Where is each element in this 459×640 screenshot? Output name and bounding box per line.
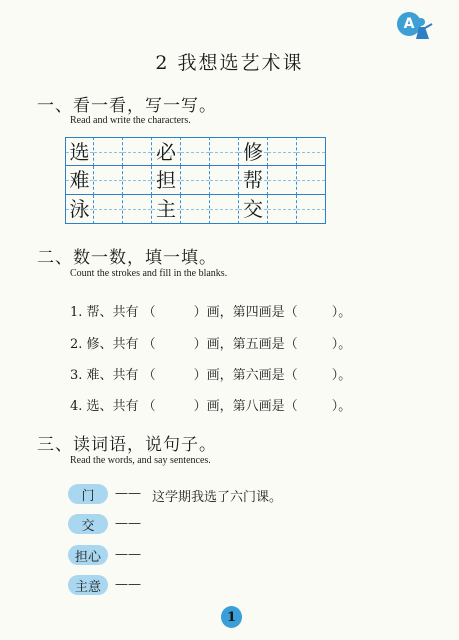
dash: —— bbox=[115, 486, 141, 501]
grid-cell[interactable] bbox=[210, 195, 239, 224]
section1-subtitle: Read and write the characters. bbox=[70, 115, 191, 126]
question-4: 4. 选、共有 （ ）画，第八画是（ ）。 bbox=[70, 399, 352, 414]
grid-cell[interactable]: 帮 bbox=[239, 166, 268, 195]
grid-cell[interactable] bbox=[181, 195, 210, 224]
word-pill-men: 门 bbox=[68, 484, 108, 504]
question-1: 1. 帮、共有 （ ）画，第四画是（ ）。 bbox=[70, 305, 352, 320]
dash: —— bbox=[115, 547, 141, 562]
grid-cell[interactable]: 泳 bbox=[65, 195, 94, 224]
grid-cell[interactable] bbox=[268, 195, 297, 224]
section2-title: 二、数一数，填一填。 bbox=[37, 248, 217, 268]
grid-cell[interactable] bbox=[210, 137, 239, 166]
question-3: 3. 难、共有 （ ）画，第六画是（ ）。 bbox=[70, 368, 352, 383]
dash: —— bbox=[115, 577, 141, 592]
question-2: 2. 修、共有 （ ）画，第五画是（ ）。 bbox=[70, 337, 352, 352]
dash: —— bbox=[115, 516, 141, 531]
grid-row bbox=[65, 166, 326, 195]
grid-cell[interactable] bbox=[297, 166, 326, 195]
grid-row bbox=[65, 195, 326, 224]
grid-cell[interactable] bbox=[94, 166, 123, 195]
level-badge: A bbox=[397, 12, 421, 36]
word-pill-jiao: 交 bbox=[68, 514, 108, 534]
lesson-title: 2 我想选艺术课 bbox=[155, 52, 304, 74]
grid-cell[interactable] bbox=[297, 195, 326, 224]
section2-subtitle: Count the strokes and fill in the blanks. bbox=[70, 268, 228, 279]
grid-cell[interactable] bbox=[94, 137, 123, 166]
grid-cell[interactable]: 担 bbox=[152, 166, 181, 195]
grid-cell[interactable]: 主 bbox=[152, 195, 181, 224]
section3-subtitle: Read the words, and say sentences. bbox=[70, 455, 211, 466]
student-figure-icon bbox=[412, 16, 434, 40]
grid-cell[interactable] bbox=[123, 137, 152, 166]
grid-cell[interactable] bbox=[210, 166, 239, 195]
grid-cell[interactable] bbox=[181, 137, 210, 166]
character-writing-grid bbox=[65, 137, 326, 224]
word-pill-zhuyi: 主意 bbox=[68, 575, 108, 595]
page-number: 1 bbox=[221, 606, 242, 628]
grid-cell[interactable]: 交 bbox=[239, 195, 268, 224]
grid-cell[interactable] bbox=[268, 166, 297, 195]
grid-cell[interactable]: 选 bbox=[65, 137, 94, 166]
grid-row bbox=[65, 137, 326, 166]
grid-cell[interactable] bbox=[123, 166, 152, 195]
example-sentence: 这学期我选了六门课。 bbox=[152, 490, 283, 505]
grid-cell[interactable] bbox=[181, 166, 210, 195]
grid-cell[interactable]: 难 bbox=[65, 166, 94, 195]
grid-cell[interactable] bbox=[123, 195, 152, 224]
section3-title: 三、读词语，说句子。 bbox=[37, 435, 217, 455]
grid-cell[interactable] bbox=[268, 137, 297, 166]
word-pill-danxin: 担心 bbox=[68, 545, 108, 565]
grid-cell[interactable] bbox=[297, 137, 326, 166]
section1-title: 一、看一看，写一写。 bbox=[37, 96, 217, 116]
grid-cell[interactable]: 修 bbox=[239, 137, 268, 166]
grid-cell[interactable]: 必 bbox=[152, 137, 181, 166]
grid-cell[interactable] bbox=[94, 195, 123, 224]
